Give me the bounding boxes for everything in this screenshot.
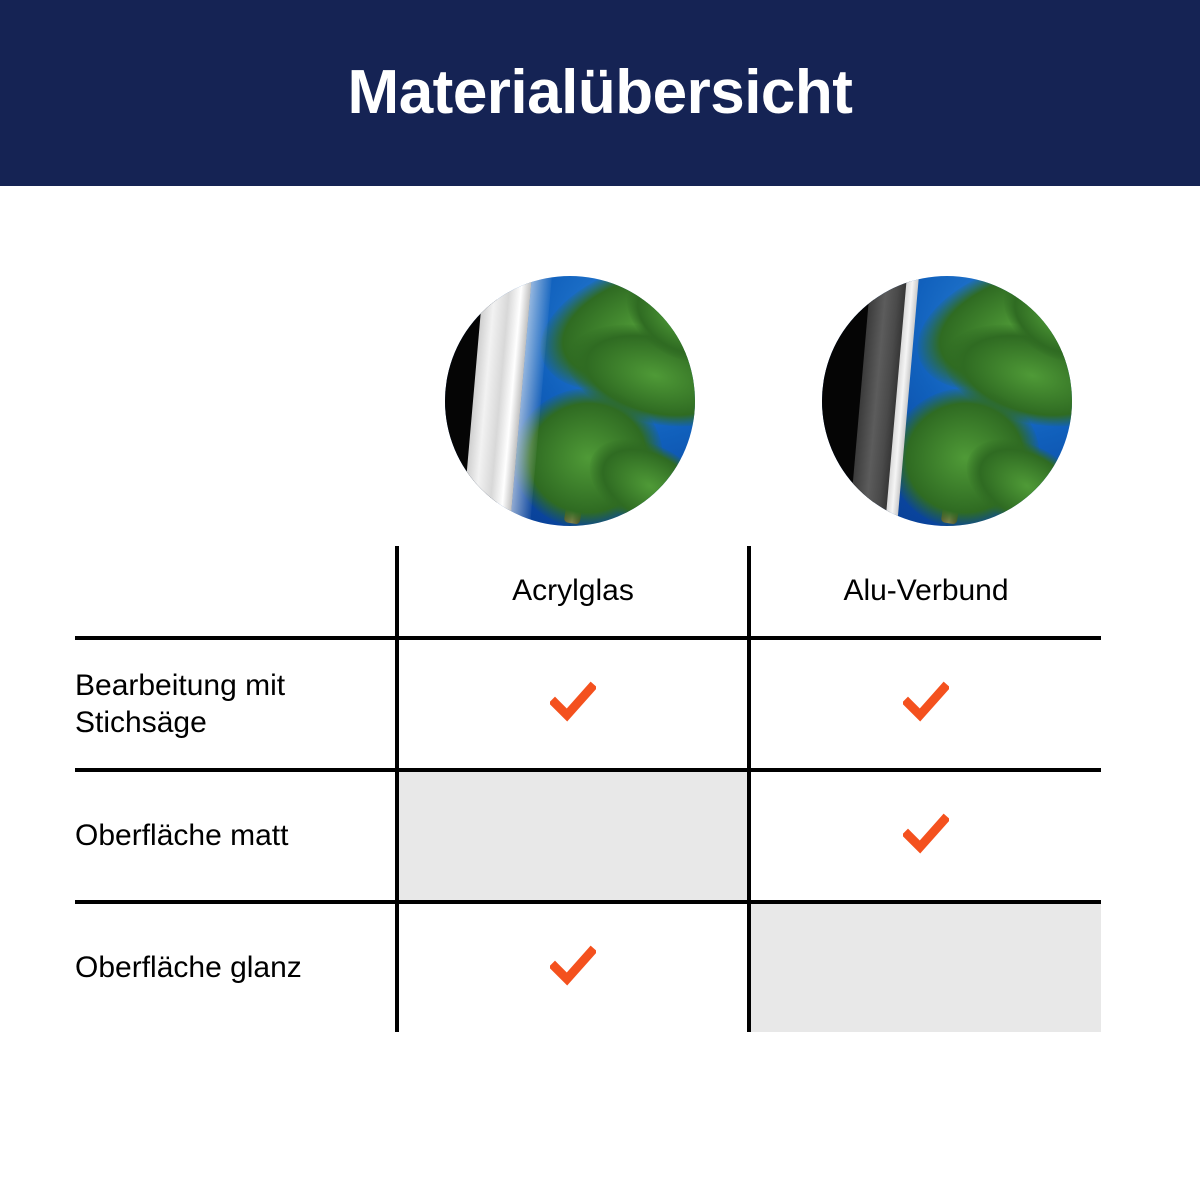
column-header-acrylglas: Acrylglas (397, 546, 749, 638)
row-label-bearbeitung-stichsaege: Bearbeitung mit Stichsäge (75, 638, 397, 770)
cell-acrylglas-glanz (397, 902, 749, 1032)
cell-acrylglas-bearbeitung (397, 638, 749, 770)
cell-alu-verbund-bearbeitung (749, 638, 1101, 770)
table-row (75, 770, 1101, 902)
check-icon (550, 943, 596, 989)
check-icon (550, 679, 596, 725)
table-header-empty (75, 546, 397, 638)
column-header-alu-verbund: Alu-Verbund (749, 546, 1101, 638)
table-row (75, 902, 1101, 1032)
table-header-row (75, 546, 1101, 638)
check-icon (903, 679, 949, 725)
material-comparison-table (75, 546, 1101, 1032)
alu-verbund-sample-image (822, 276, 1072, 526)
cell-alu-verbund-matt (749, 770, 1101, 902)
cell-acrylglas-matt (397, 770, 749, 902)
cell-alu-verbund-glanz (749, 902, 1101, 1032)
content-area (0, 186, 1200, 1200)
table-row (75, 638, 1101, 770)
page-title: Materialübersicht (347, 58, 853, 127)
page-header (0, 0, 1200, 186)
row-label-oberflaeche-glanz: Oberfläche glanz (75, 951, 302, 985)
acrylglas-sample-image (445, 276, 695, 526)
row-label-oberflaeche-matt: Oberfläche matt (75, 770, 397, 902)
check-icon (903, 811, 949, 857)
material-samples (0, 276, 1200, 526)
